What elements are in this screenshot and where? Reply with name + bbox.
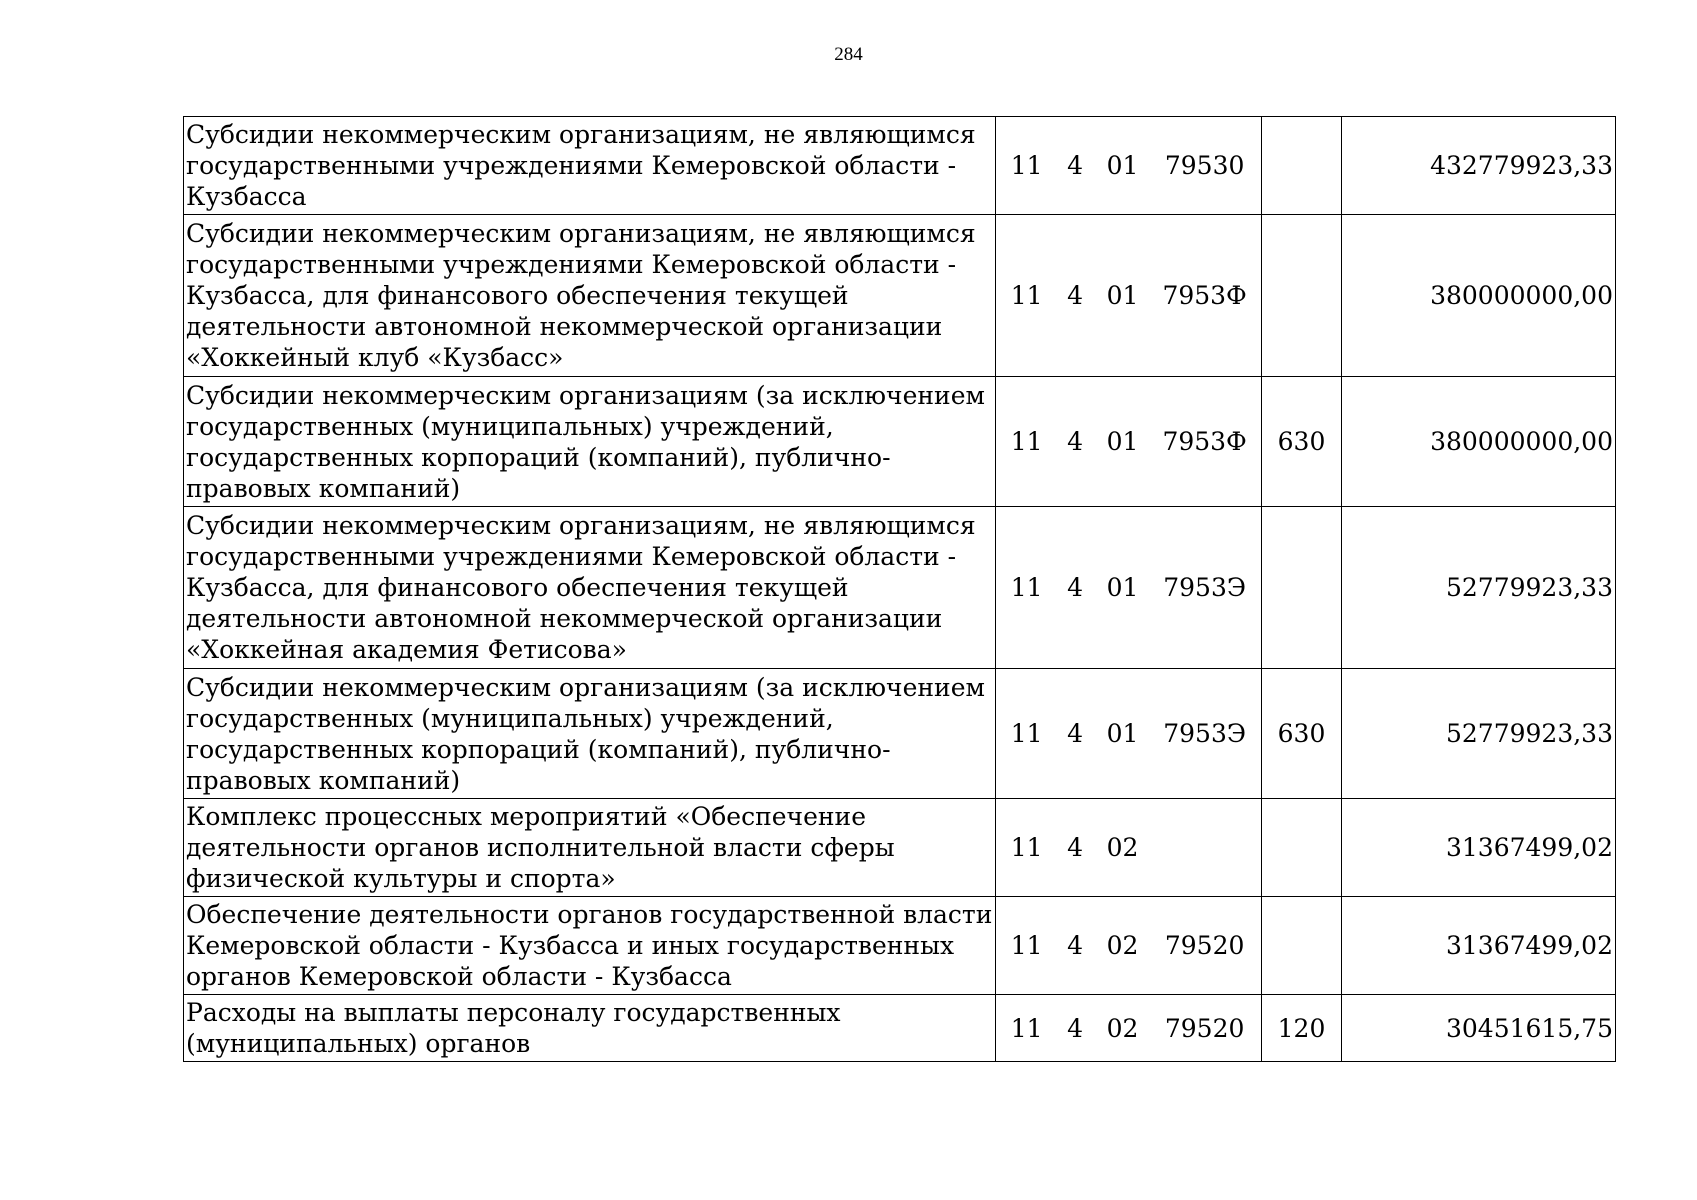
- row-amount: 52779923,33: [1342, 669, 1616, 799]
- code-section: 11: [1010, 281, 1043, 310]
- row-codes: [996, 377, 1262, 507]
- table-row: [184, 669, 1616, 799]
- code-subsection: 4: [1067, 573, 1084, 602]
- row-description: Обеспечение деятельности органов государственной власти Кемеровской области - Кузбасса и иных государственных органов Кемеровской области - Кузбасса: [184, 897, 996, 995]
- code-direction: 7953Ф: [1162, 427, 1247, 456]
- row-codes: [996, 507, 1262, 669]
- row-codes: [996, 117, 1262, 215]
- row-description: Субсидии некоммерческим организациям (за исключением государственных (муниципальных) учреждений, государственных корпораций (компаний), публично-правовых компаний): [184, 377, 996, 507]
- code-subsection: 4: [1067, 931, 1084, 960]
- table-row: [184, 215, 1616, 377]
- code-section: 11: [1010, 427, 1043, 456]
- row-codes: [996, 215, 1262, 377]
- code-subsection: 4: [1067, 427, 1084, 456]
- code-direction: 79520: [1164, 1013, 1245, 1043]
- row-amount: 31367499,02: [1342, 799, 1616, 897]
- code-direction: 79530: [1164, 151, 1245, 180]
- row-amount: 380000000,00: [1342, 215, 1616, 377]
- row-expense-type: [1262, 507, 1342, 669]
- row-expense-type: 630: [1262, 377, 1342, 507]
- code-program: 02: [1106, 1013, 1139, 1043]
- table-row: [184, 117, 1616, 215]
- budget-table: [183, 116, 1616, 1062]
- table-row: [184, 897, 1616, 995]
- row-expense-type: [1262, 799, 1342, 897]
- row-description: Субсидии некоммерческим организациям, не являющимся государственными учреждениями Кемеровской области - Кузбасса: [184, 117, 996, 215]
- row-amount: 432779923,33: [1342, 117, 1616, 215]
- row-codes: [996, 897, 1262, 995]
- row-description: Субсидии некоммерческим организациям (за исключением государственных (муниципальных) учреждений, государственных корпораций (компаний), публично-правовых компаний): [184, 669, 996, 799]
- code-subsection: 4: [1067, 281, 1084, 310]
- row-description: Комплекс процессных мероприятий «Обеспечение деятельности органов исполнительной власти сферы физической культуры и спорта»: [184, 799, 996, 897]
- row-amount: 31367499,02: [1342, 897, 1616, 995]
- code-section: 11: [1010, 151, 1043, 180]
- row-codes: [996, 995, 1262, 1062]
- code-section: 11: [1010, 1013, 1043, 1043]
- row-expense-type: 630: [1262, 669, 1342, 799]
- code-subsection: 4: [1067, 833, 1084, 862]
- code-program: 01: [1106, 573, 1139, 602]
- code-section: 11: [1010, 931, 1043, 960]
- row-description: Субсидии некоммерческим организациям, не являющимся государственными учреждениями Кемеровской области - Кузбасса, для финансового обеспечения текущей деятельности автономной некоммерческой организации «Хоккейная академия Фетисова»: [184, 507, 996, 669]
- row-codes: [996, 669, 1262, 799]
- code-program: 01: [1106, 281, 1139, 310]
- row-expense-type: [1262, 897, 1342, 995]
- code-program: 01: [1106, 719, 1139, 748]
- row-expense-type: 120: [1262, 995, 1342, 1062]
- row-amount: 30451615,75: [1342, 995, 1616, 1062]
- code-section: 11: [1010, 719, 1043, 748]
- code-subsection: 4: [1067, 1013, 1084, 1043]
- code-program: 01: [1106, 427, 1139, 456]
- table-row: [184, 507, 1616, 669]
- row-expense-type: [1262, 117, 1342, 215]
- code-direction: 7953Ф: [1162, 281, 1247, 310]
- code-subsection: 4: [1067, 151, 1084, 180]
- row-expense-type: [1262, 215, 1342, 377]
- row-description: Расходы на выплаты персоналу государственных (муниципальных) органов: [184, 995, 996, 1062]
- code-direction: 7953Э: [1163, 719, 1246, 748]
- row-codes: [996, 799, 1262, 897]
- row-amount: 380000000,00: [1342, 377, 1616, 507]
- row-description: Субсидии некоммерческим организациям, не являющимся государственными учреждениями Кемеровской области - Кузбасса, для финансового обеспечения текущей деятельности автономной некоммерческой организации «Хоккейный клуб «Кузбасс»: [184, 215, 996, 377]
- code-program: 01: [1106, 151, 1139, 180]
- code-program: 02: [1106, 931, 1139, 960]
- row-amount: 52779923,33: [1342, 507, 1616, 669]
- table-row: [184, 377, 1616, 507]
- code-direction: 79520: [1164, 931, 1245, 960]
- code-direction: 7953Э: [1163, 573, 1246, 602]
- code-section: 11: [1010, 573, 1043, 602]
- table-row: [184, 799, 1616, 897]
- code-section: 11: [1010, 833, 1043, 862]
- table-row: [184, 995, 1616, 1062]
- code-subsection: 4: [1067, 719, 1084, 748]
- page-number: 284: [834, 44, 863, 65]
- code-program: 02: [1106, 833, 1139, 862]
